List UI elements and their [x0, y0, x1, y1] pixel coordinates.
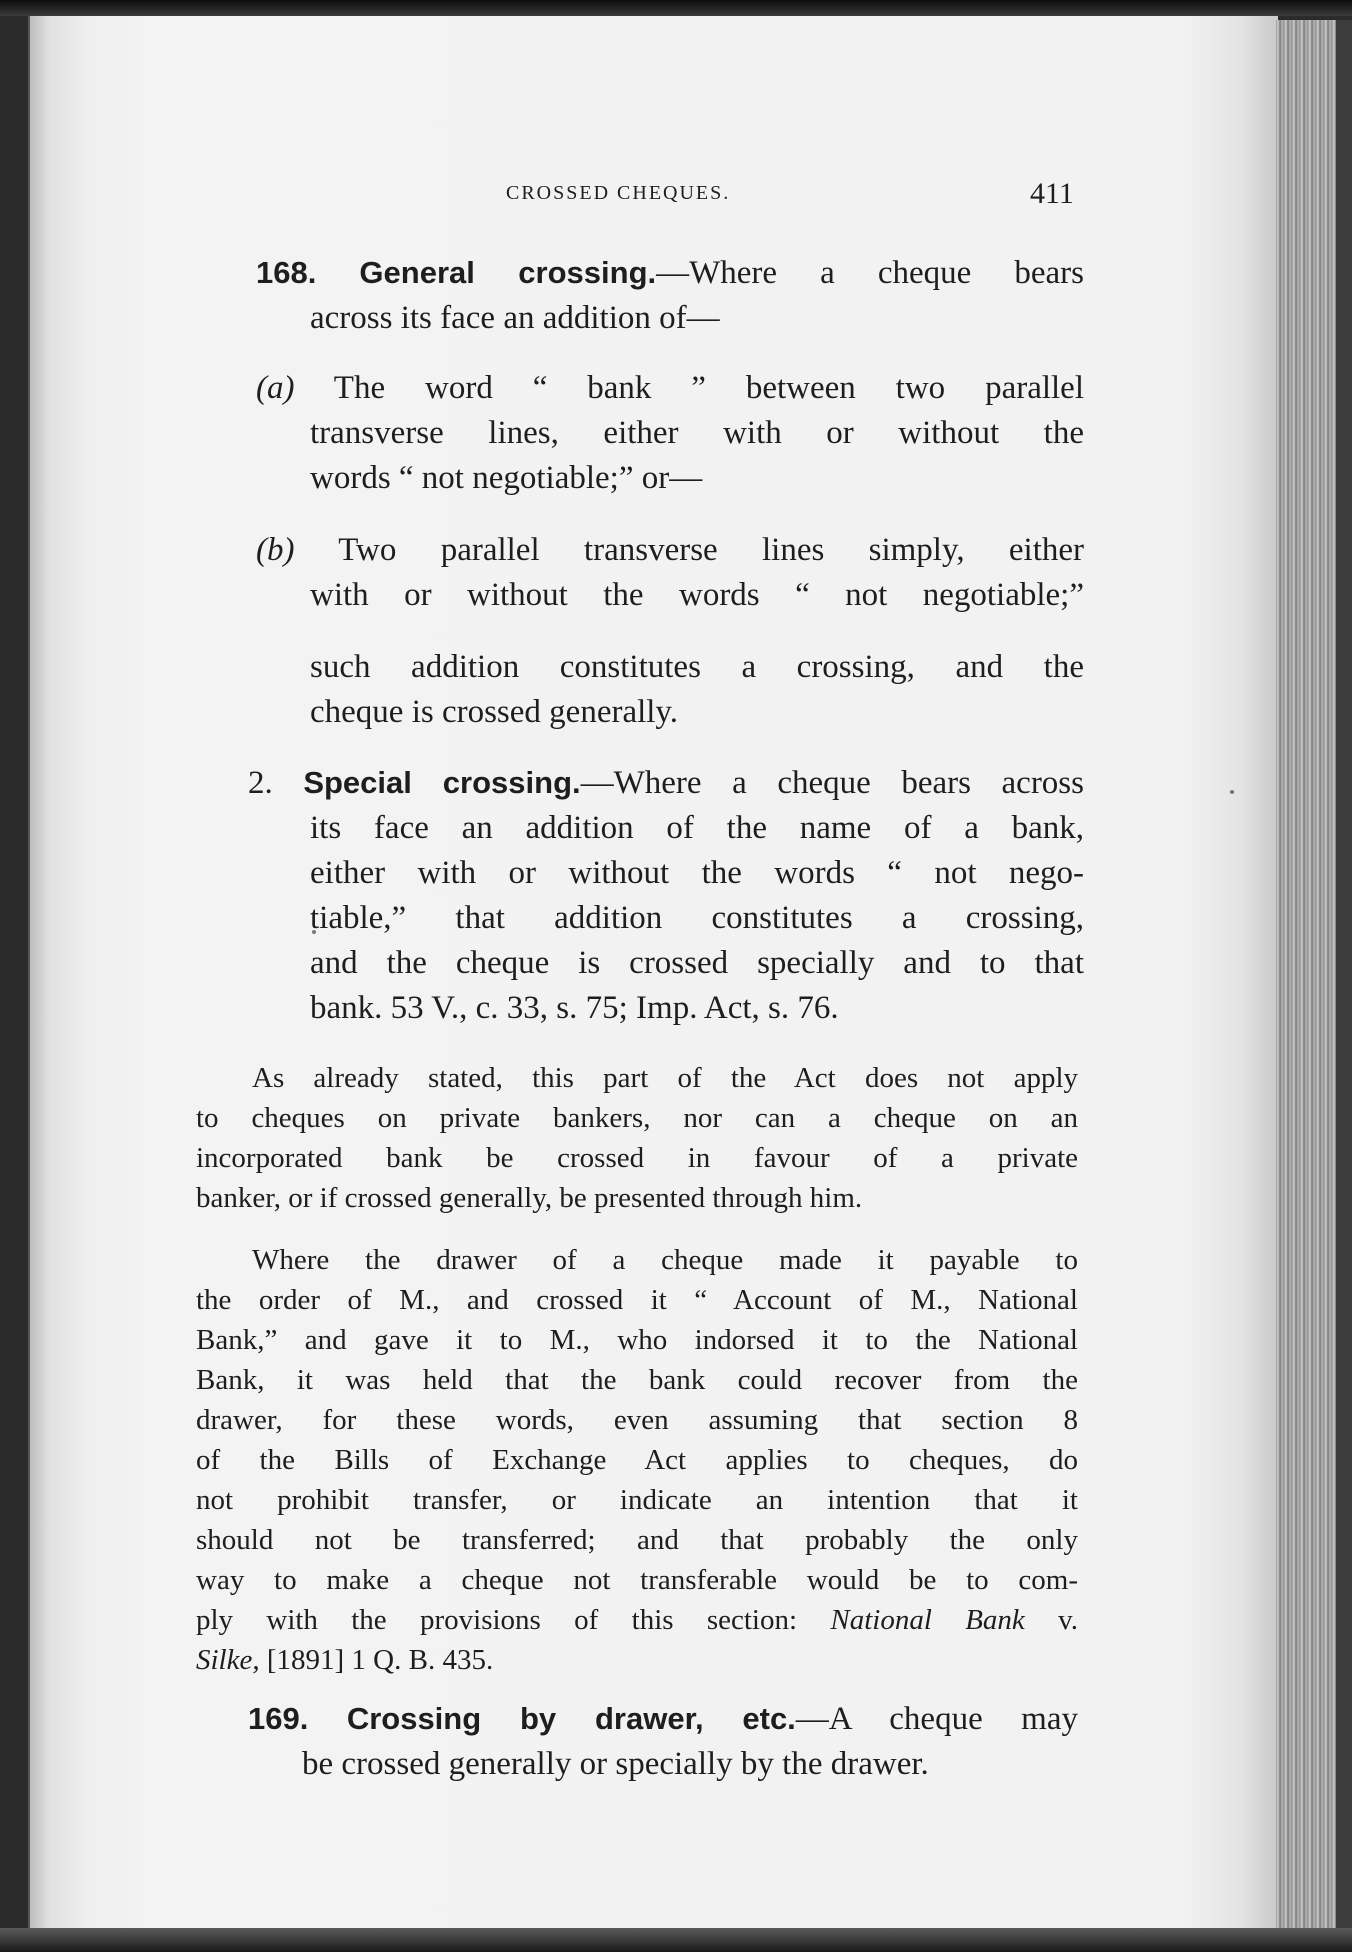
section-text: —Where a cheque bears: [656, 255, 1084, 291]
case-citation: [1891] 1 Q. B. 435.: [266, 1644, 494, 1676]
item-a-line-2: transverse lines, either with or without the: [310, 415, 1084, 451]
note2-line-7: not prohibit transfer, or indicate an intention that it: [196, 1484, 1078, 1516]
note2-line-10: [196, 1600, 1078, 1640]
section-169: [248, 1696, 1078, 1787]
note1-line-2: to cheques on private bankers, nor can a cheque on an: [196, 1102, 1078, 1134]
note1-line-1: As already stated, this part of the Act does not apply: [252, 1062, 1078, 1094]
section-169-line-1: [248, 1696, 1078, 1742]
such-addition-line-1: such addition constitutes a crossing, and the: [310, 649, 1084, 685]
note2-line-8: should not be transferred; and that probably the only: [196, 1524, 1078, 1556]
section-168: [256, 250, 1084, 341]
section-title: Crossing by drawer, etc.: [346, 1701, 796, 1736]
item-b: [256, 528, 1084, 618]
case-name-2: Silke,: [196, 1644, 260, 1676]
subsection-text: —Where a cheque bears across: [580, 765, 1084, 801]
annotation-paragraph-2: [196, 1240, 1078, 1680]
case-name-1: National Bank: [830, 1604, 1025, 1636]
section-title: General crossing.: [359, 255, 657, 290]
section-169-line-2: be crossed generally or specially by the drawer.: [302, 1746, 929, 1782]
item-a-line-1: [256, 366, 1084, 411]
case-v: v.: [1058, 1604, 1079, 1636]
note2-line-10-text: ply with the provisions of this section:: [196, 1604, 798, 1636]
subsection-number: 2.: [248, 765, 273, 801]
item-b-text: Two parallel transverse lines simply, either: [338, 532, 1085, 568]
note1-line-3: incorporated bank be crossed in favour of a private: [196, 1142, 1078, 1174]
note2-line-9: way to make a cheque not transferable would be to com-: [196, 1564, 1078, 1596]
running-head: CROSSED CHEQUES.: [506, 182, 731, 204]
item-a-text: The word “ bank ” between two parallel: [333, 370, 1085, 406]
note2-line-5: drawer, for these words, even assuming that section 8: [196, 1404, 1078, 1436]
subsection-2-line-2: its face an addition of the name of a bank,: [310, 810, 1084, 846]
item-a-label: (a): [256, 370, 295, 406]
note2-line-6: of the Bills of Exchange Act applies to cheques, do: [196, 1444, 1078, 1476]
note1-line-4: banker, or if crossed generally, be presented through him.: [196, 1182, 863, 1214]
item-a: [256, 366, 1084, 501]
such-addition-paragraph: [310, 645, 1084, 735]
subsection-2-line-3: either with or without the words “ not nego-: [310, 855, 1084, 891]
note2-line-1: Where the drawer of a cheque made it payable to: [252, 1244, 1078, 1276]
annotation-paragraph-1: [196, 1058, 1078, 1218]
section-text: —A cheque may: [795, 1701, 1078, 1737]
item-b-line-2: with or without the words “ not negotiable;”: [310, 577, 1084, 613]
note2-line-11: [196, 1640, 1078, 1680]
section-168-line-1: [256, 250, 1084, 296]
section-168-line-2: across its face an addition of—: [310, 300, 720, 336]
section-number: 168.: [256, 255, 317, 290]
note2-line-2: the order of M., and crossed it “ Account of M., National: [196, 1284, 1078, 1316]
item-a-line-3: words “ not negotiable;” or—: [310, 460, 703, 496]
such-addition-line-2: cheque is crossed generally.: [310, 694, 679, 730]
subsection-2-line-5: and the cheque is crossed specially and to that: [310, 945, 1084, 981]
subsection-2: [248, 760, 1084, 1031]
subsection-title: Special crossing.: [303, 765, 581, 800]
subsection-2-line-6: bank. 53 V., c. 33, s. 75; Imp. Act, s. 76.: [310, 990, 839, 1026]
item-b-label: (b): [256, 532, 295, 568]
item-b-line-1: [256, 528, 1084, 573]
page-number: 411: [1030, 177, 1074, 210]
section-number: 169.: [248, 1701, 309, 1736]
subsection-2-line-1: [248, 760, 1084, 806]
note2-line-4: Bank, it was held that the bank could recover from the: [196, 1364, 1078, 1396]
note2-line-3: Bank,” and gave it to M., who indorsed it to the National: [196, 1324, 1078, 1356]
subsection-2-line-4: tiable,” that addition constitutes a crossing,: [310, 900, 1084, 936]
